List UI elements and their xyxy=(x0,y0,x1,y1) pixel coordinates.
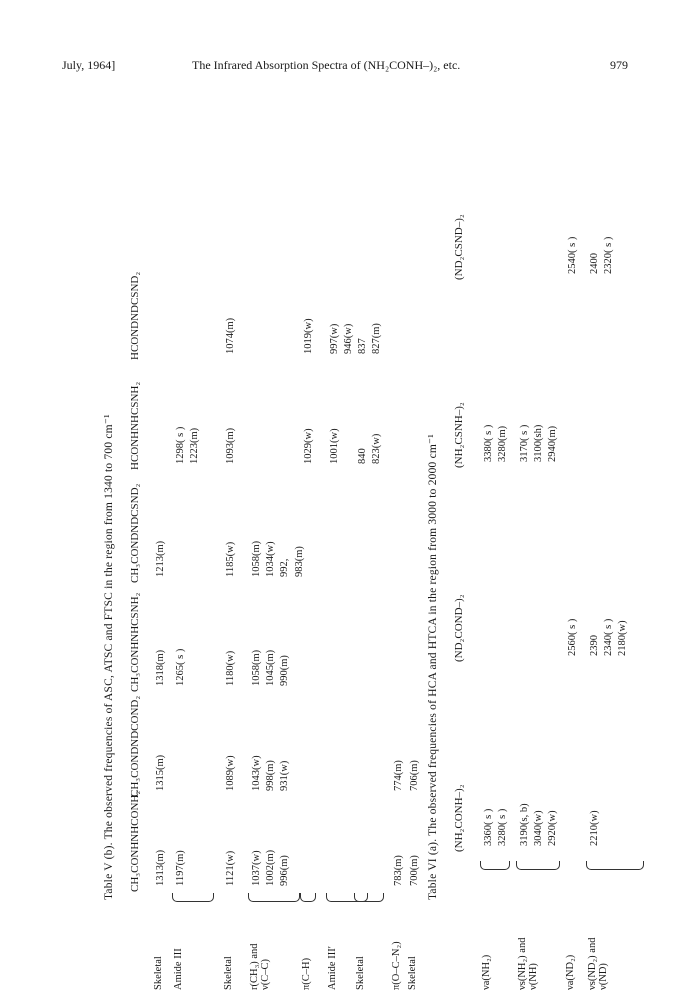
table5b-cell: 706(m) xyxy=(409,760,420,791)
page-number: 979 xyxy=(610,58,628,72)
table5b-cell: 783(m) xyxy=(393,855,404,886)
table6a-cell: 3190(s, b) 3040(w) 2920(w) xyxy=(519,803,559,846)
table5b-cell: 1043(w) 998(m) 931(w) xyxy=(251,755,291,791)
table5b-cell: 997(w) 946(w) xyxy=(329,323,355,354)
row-brace xyxy=(300,893,316,902)
row-brace xyxy=(480,861,510,870)
table6a-row-label: νa(ND₂) xyxy=(565,954,576,990)
table5b-cell: 1313(m) xyxy=(155,849,166,886)
table6a-row-label: νs(NH₂) and ν(NH) xyxy=(517,937,539,990)
table5b-cell: 1185(w) xyxy=(225,541,236,577)
table5b-cell: 1001(w) xyxy=(329,428,340,464)
row-brace xyxy=(248,893,300,902)
rotated-tables xyxy=(92,90,629,990)
table5b-cell: 1213(m) xyxy=(155,540,166,577)
table5b-cell: 840 823(w) xyxy=(357,433,383,464)
table6a-column-header: (ND₂COND–)₂ xyxy=(453,594,465,662)
table6a-row-label: νs(ND₂) and ν(ND) xyxy=(587,937,609,990)
table6a-column-header: (NH₂CONH–)₂ xyxy=(453,784,465,852)
table5b-row-label: r(CH₃) and ν(C–C) xyxy=(249,943,271,990)
table6a-cell: 2540( s ) xyxy=(567,236,578,274)
table5b-cell: 1180(w) xyxy=(225,650,236,686)
row-brace xyxy=(172,893,214,902)
table5b-cell: 1265( s ) xyxy=(175,648,186,686)
running-header-title: The Infrared Absorption Spectra of (NH₂CONH–)₂, etc. xyxy=(192,58,461,72)
table5b-row-label: π(C–H) xyxy=(301,957,312,990)
table5b-cell: 1058(m) 1045(m) 990(m) xyxy=(251,649,291,686)
table5b-row-label: π(O–C–N₂) xyxy=(391,941,402,990)
table5b-column-header: CH₃CONDNDCSND₂ xyxy=(129,483,141,583)
table5b-row-label: Skeletal xyxy=(355,956,366,990)
table5b-cell: 1019(w) xyxy=(303,318,314,354)
table6a-column-header: (ND₂CSND–)₂ xyxy=(453,214,465,280)
table5b-cell: 1029(w) xyxy=(303,428,314,464)
table6a-cell: 3170( s ) 3100(sh) 2940(m) xyxy=(519,424,559,462)
table6a-cell: 3360( s ) 3280( s ) xyxy=(483,808,509,846)
table5b-cell: 1121(w) xyxy=(225,850,236,886)
table5b-cell: 700(m) xyxy=(409,855,420,886)
table6a-cell: 2210(w) xyxy=(589,810,600,846)
table5b-cell: 837 827(m) xyxy=(357,323,383,354)
table5b-cell: 1037(w) 1002(m) 996(m) xyxy=(251,849,291,886)
table5b-column-header: CH₃CONHNHCSNH₂ xyxy=(129,592,141,692)
table6a-caption: Table VI (a). The observed frequencies of HCA and HTCA in the region from 3000 to 2000 cm⁻¹ xyxy=(427,434,439,900)
table5b-cell: 1197(m) xyxy=(175,850,186,886)
row-brace xyxy=(516,861,560,870)
table6a-cell: 2400 2320( s ) xyxy=(589,236,615,274)
table5b-column-header: HCONDNDCSND₂ xyxy=(129,271,141,360)
table5b-row-label: Skeletal xyxy=(153,956,164,990)
table5b-caption: Table V (b). The observed frequencies of ASC, ATSC and FTSC in the region from 1340 to 700 cm⁻¹ xyxy=(103,414,115,900)
row-brace xyxy=(586,861,644,870)
row-brace xyxy=(354,893,384,902)
table5b-row-label: Skeletal xyxy=(223,956,234,990)
table5b-cell: 1318(m) xyxy=(155,649,166,686)
table5b-cell: 1315(m) xyxy=(155,754,166,791)
table5b-column-header: HCONHNHCSNH₂ xyxy=(129,381,141,470)
table5b-row-label: Amide III′ xyxy=(327,946,338,990)
table5b-cell: 1058(m) 1034(w) 992, 983(m) xyxy=(251,540,305,577)
table5b-row-label: Amide III xyxy=(173,948,184,990)
table6a-cell: 3380( s ) 3280(m) xyxy=(483,424,509,462)
running-header-date: July, 1964] xyxy=(62,58,116,72)
table5b-row-label: Skeletal xyxy=(407,956,418,990)
table5b-column-header: CH₃CONHNHCONH₂ xyxy=(129,790,141,892)
table5b-cell: 1089(w) xyxy=(225,755,236,791)
table6a-cell: 2390 2340( s ) 2180(w) xyxy=(589,618,629,656)
table5b-cell: 1298( s ) 1223(m) xyxy=(175,426,201,464)
table5b-column-header: CH₃CONDNDCOND₂ xyxy=(129,695,141,797)
table6a-row-label: νa(NH₂) xyxy=(481,954,492,990)
table5b-cell: 774(m) xyxy=(393,760,404,791)
table6a-cell: 2560( s ) xyxy=(567,618,578,656)
table5b-cell: 1074(m) xyxy=(225,317,236,354)
table6a-column-header: (NH₂CSNH–)₂ xyxy=(453,402,465,468)
table5b-cell: 1093(m) xyxy=(225,427,236,464)
